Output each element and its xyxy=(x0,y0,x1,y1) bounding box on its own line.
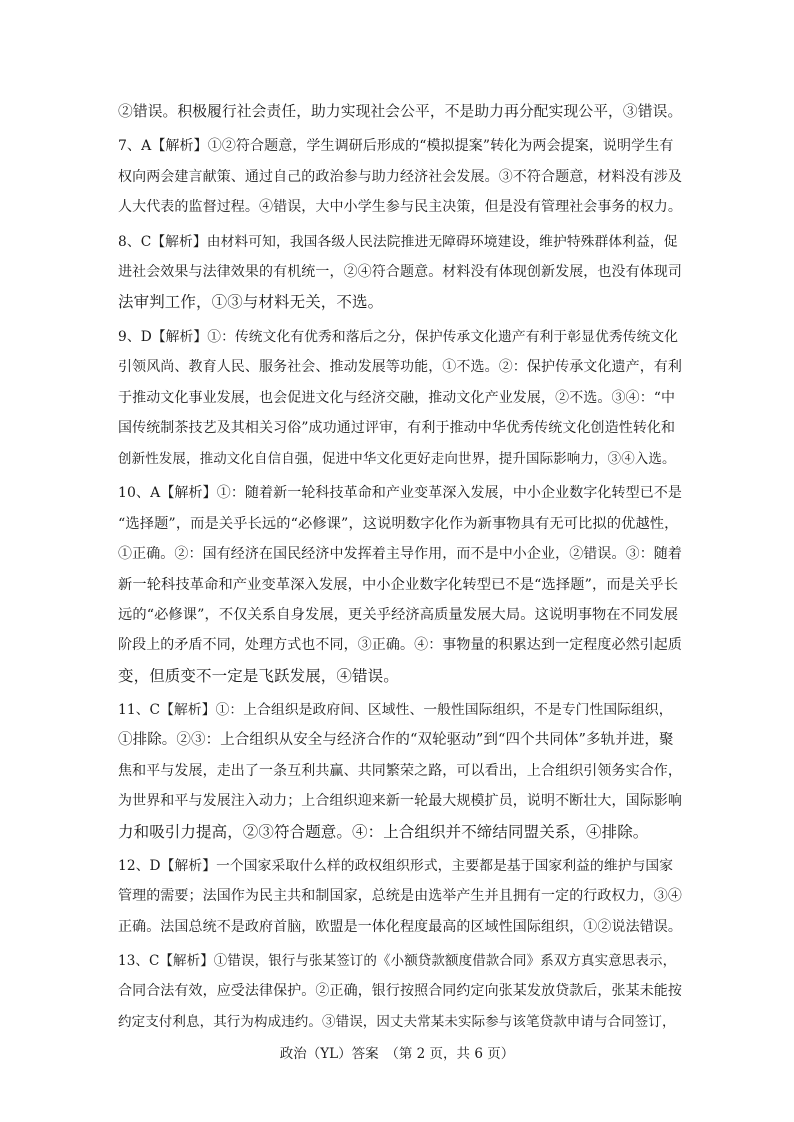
text-line: 焦和平与发展，走出了一条互利共赢、共同繁荣之路，可以看出，上合组织引领务实合作， xyxy=(118,763,682,779)
text-line: 管理的需要；法国作为民主共和制国家，总统是由选举产生并且拥有一定的行政权力，③④ xyxy=(118,888,682,904)
text-line: 10、A【解析】①：随着新一轮科技革命和产业变革深入发展，中小企业数字化转型已不是 xyxy=(118,485,682,501)
page-footer: 政治（YL）答案 （第 2 页，共 6 页） xyxy=(279,1046,515,1062)
text-line: 创新性发展，推动文化自信自强，促进中华文化更好走向世界，提升国际影响力，③④入选。 xyxy=(118,451,676,467)
text-line: 远的“必修课”，不仅关系自身发展，更关乎经济高质量发展大局。这说明事物在不同发展 xyxy=(118,607,679,623)
text-line: 7、A【解析】①②符合题意，学生调研后形成的“模拟提案”转化为两会提案，说明学生有 xyxy=(118,138,674,154)
text-line: 国传统制茶技艺及其相关习俗”成功通过评审，有利于推动中华优秀传统文化创造性转化和 xyxy=(118,420,676,436)
text-line: 进社会效果与法律效果的有机统一，②④符合题意。材料没有体现创新发展，也没有体现司 xyxy=(118,264,682,280)
text-line: ①排除。②③：上合组织从安全与经济合作的“双轮驱动”到“四个共同体”多轨并进，聚 xyxy=(118,732,674,748)
text-line: 变，但质变不一定是飞跃发展，④错误。 xyxy=(118,667,399,685)
text-line: 阶段上的矛盾不同，处理方式也不同，③正确。④：事物量的积累达到一定程度必然引起质 xyxy=(118,637,682,653)
text-line: 12、D【解析】一个国家采取什么样的政权组织形式，主要都是基于国家利益的维护与国家 xyxy=(118,858,674,874)
text-line: 引领风尚、教育人民、服务社会、推动发展等功能，①不选。②：保护传承文化遗产，有利 xyxy=(118,359,682,375)
text-line: ②错误。积极履行社会责任，助力实现社会公平，不是助力再分配实现公平，③错误。 xyxy=(118,103,682,120)
text-line: 8、C【解析】由材料可知，我国各级人民法院推进无障碍环境建设，维护特殊群体利益，促 xyxy=(118,234,678,250)
text-line: 法审判工作，①③与材料无关，不选。 xyxy=(118,293,384,311)
text-line: 约定支付利息，其行为构成违约。③错误，因丈夫常某未实际参与该笔贷款申请与合同签订， xyxy=(118,1014,676,1030)
text-line: 11、C【解析】①：上合组织是政府间、区域性、一般性国际组织，不是专门性国际组织， xyxy=(118,702,673,718)
text-line: 正确。法国总统不是政府首脑，欧盟是一体化程度最高的区域性国际组织，①②说法错误。 xyxy=(118,919,682,935)
text-line: 权向两会建言献策、通过自己的政治参与助力经济社会发展。③不符合题意，材料没有涉及 xyxy=(118,169,682,185)
text-line: 为世界和平与发展注入动力；上合组织迎来新一轮最大规模扩员，说明不断壮大，国际影响 xyxy=(118,793,682,809)
text-line: 力和吸引力提高，②③符合题意。④：上合组织并不缔结同盟关系，④排除。 xyxy=(118,823,649,841)
text-line: 于推动文化事业发展，也会促进文化与经济交融，推动文化产业发展，②不选。③④：“中 xyxy=(118,390,676,406)
text-line: 9、D【解析】①：传统文化有优秀和落后之分，保护传承文化遗产有利于彰显优秀传统文化 xyxy=(118,329,679,345)
text-line: ①正确。②：国有经济在国民经济中发挥着主导作用，而不是中小企业，②错误。③：随着 xyxy=(118,546,682,562)
text-line: 新一轮科技革命和产业变革深入发展，中小企业数字化转型已不是“选择题”，而是关乎长 xyxy=(118,577,679,593)
text-line: “选择题”，而是关乎长远的“必修课”，这说明数字化作为新事物具有无可比拟的优越性， xyxy=(118,516,679,532)
text-line: 13、C【解析】①错误，银行与张某签订的《小额贷款额度借款合同》系双方真实意思表示， xyxy=(118,953,677,969)
text-line: 合同合法有效，应受法律保护。②正确，银行按照合同约定向张某发放贷款后，张某未能按 xyxy=(118,983,682,999)
text-line: 人大代表的监督过程。④错误，大中小学生参与民主决策，但是没有管理社会事务的权力。 xyxy=(118,199,682,215)
